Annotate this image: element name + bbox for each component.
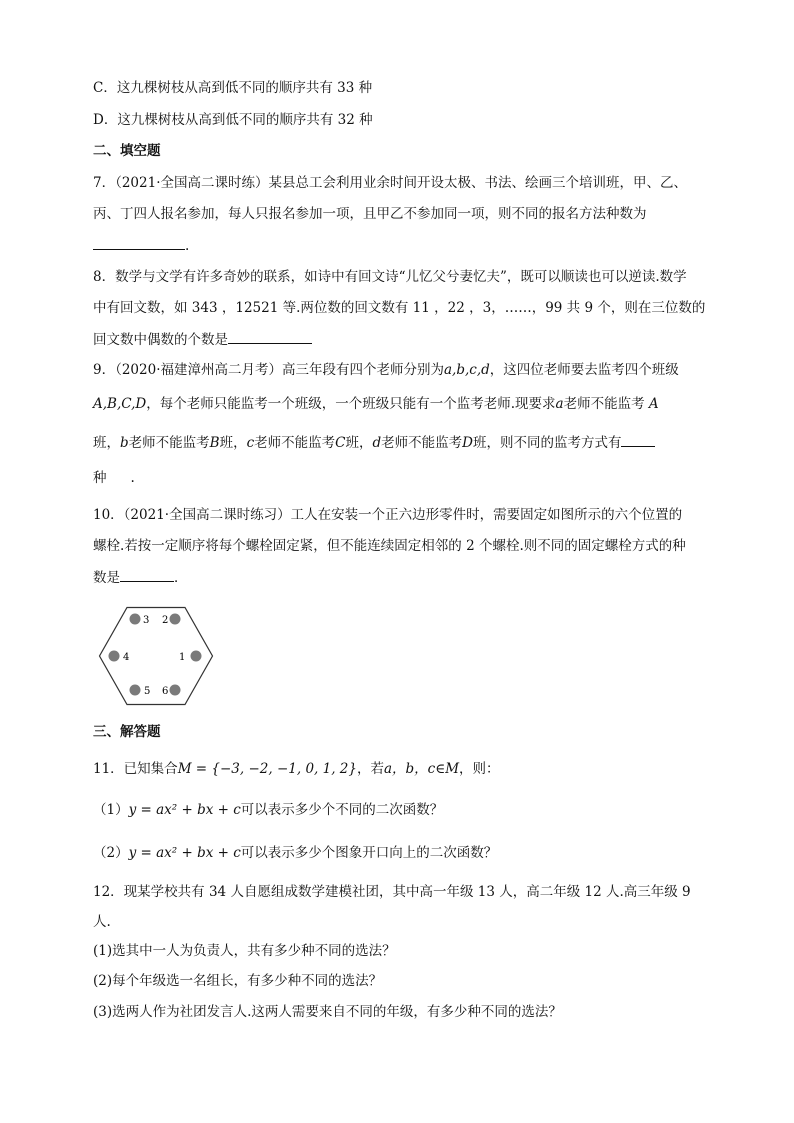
- svg-text:5: 5: [144, 686, 151, 697]
- q9-line3: 班，b老师不能监考B班，c老师不能监考C班，d老师不能监考D班，则不同的监考方式有: [93, 432, 702, 453]
- q9-line1: 9．（2020·福建漳州高二月考）高三年段有四个老师分别为a,b,c,d，这四位老师要去监考四个班级: [93, 362, 679, 378]
- q12-line1: 12．现某学校共有 34 人自愿组成数学建模社团，其中高一年级 13 人，高二年级 12 人.高三年级 9: [93, 884, 691, 900]
- option-c: C．这九棵树枝从高到低不同的顺序共有 33 种: [93, 80, 373, 96]
- q10-line3: 数是 ．: [93, 567, 702, 588]
- q10-line1: 10．（2021·全国高二课时练习）工人在安装一个正六边形零件时，需要固定如图所示的六个位置的: [93, 507, 683, 523]
- q7-answer-blank[interactable]: [93, 235, 185, 250]
- q7-line2: 丙、丁四人报名参加，每人只报名参加一项，且甲乙不参加同一项，则不同的报名方法种数为: [93, 206, 647, 222]
- bolt-2: [162, 614, 181, 627]
- svg-text:1: 1: [179, 652, 186, 663]
- q8-answer-blank[interactable]: [228, 329, 312, 344]
- section-title-solve: 三、解答题: [93, 724, 161, 740]
- bolt-4: [109, 651, 130, 664]
- q8-line3: 回文数中偶数的个数是: [93, 329, 702, 350]
- option-d: D．这九棵树枝从高到低不同的顺序共有 32 种: [93, 112, 373, 128]
- q8-line1: 8．数学与文学有许多奇妙的联系，如诗中有回文诗“儿忆父兮妻忆夫”，既可以顺读也可以逆读.数学: [93, 269, 687, 285]
- svg-text:6: 6: [162, 686, 169, 697]
- q10-line2: 螺栓.若按一定顺序将每个螺栓固定紧，但不能连续固定相邻的 2 个螺栓.则不同的固定螺栓方式的种: [93, 538, 686, 554]
- svg-text:3: 3: [143, 615, 150, 626]
- svg-text:2: 2: [162, 615, 169, 626]
- q12-part2: (2)每个年级选一名组长，有多少种不同的选法？: [93, 973, 383, 989]
- q12-line2: 人.: [93, 914, 111, 930]
- bolt-1: [179, 651, 202, 664]
- q11-part2: （2）y = ax² + bx + c可以表示多少个图象开口向上的二次函数？: [93, 845, 498, 861]
- q7-line1: 7．（2021·全国高二课时练）某县总工会利用业余时间开设太极、书法、绘画三个培训班，甲、乙、: [93, 175, 687, 191]
- q12-part3: (3)选两人作为社团发言人.这两人需要来自不同的年级，有多少种不同的选法？: [93, 1004, 562, 1020]
- q8-line2: 中有回文数，如 343 ，12521 等.两位数的回文数有 11 ，22 ，3，……，99 共 9 个，则在三位数的: [93, 300, 706, 316]
- q9-answer-blank[interactable]: [621, 432, 655, 447]
- q12-part1: (1)选其中一人为负责人，共有多少种不同的选法？: [93, 943, 396, 959]
- q10-answer-blank[interactable]: [120, 567, 174, 582]
- q7-line3: .: [93, 235, 702, 256]
- bolt-6: [162, 685, 181, 698]
- bolt-5: [130, 685, 151, 698]
- q9-line2: A,B,C,D，每个老师只能监考一个班级，一个班级只能有一个监考老师.现要求a老师不能监考 A: [93, 396, 659, 412]
- q11-line1: 11．已知集合M = {−3, −2, −1, 0, 1, 2}，若a，b，c∈M，则：: [93, 761, 500, 777]
- hexagon-bolt-figure: [98, 606, 214, 706]
- svg-text:4: 4: [123, 652, 130, 663]
- q11-part1: （1）y = ax² + bx + c可以表示多少个不同的二次函数？: [93, 802, 444, 818]
- bolt-3: [130, 614, 150, 627]
- section-title-fill-in: 二、填空题: [93, 143, 161, 159]
- q9-line4: 种 .: [93, 470, 135, 486]
